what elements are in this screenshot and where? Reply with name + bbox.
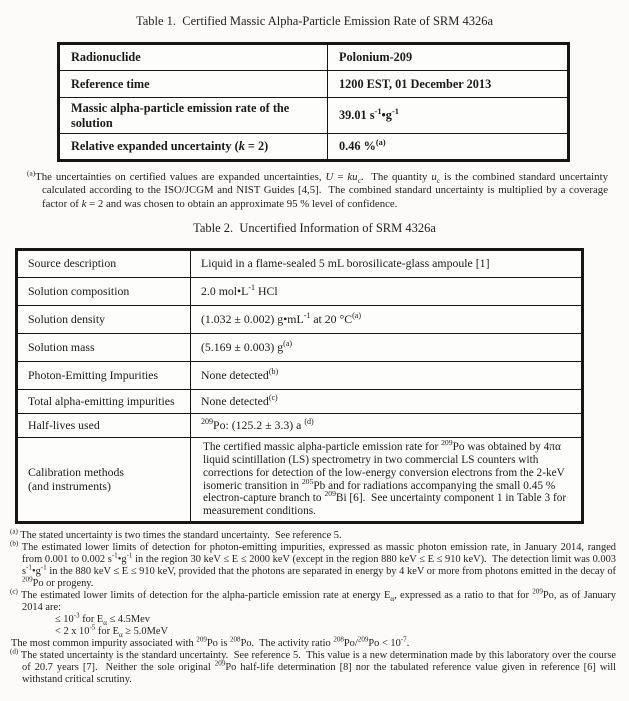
table2-label: Calibration methods (and instruments)	[17, 438, 191, 523]
table2-value: The certified massic alpha-particle emission rate for $^{209}$Po was obtained by 4πα liquid scintillation (LS) spectrometry in two commercial LS counters with corrections for detection of the low-energy conversion electrons from the 2-keV isomeric transition in $^{205}$Pb and for radiations accompanying the small 0.45 % electron-capture branch to $^{209}$Bi [6]. See uncertainty component 1 in Table 3 for measurement conditions.	[191, 438, 583, 523]
footnote-d	[10, 647, 617, 686]
table1-value: 39.01 $s^{-1}•g^{-1}$	[328, 98, 569, 134]
table1-caption: Table 1. Certified Massic Alpha-Particle Emission Rate of SRM 4326a	[135, 14, 494, 28]
table2-footnotes-section	[10, 527, 617, 686]
table2-value: $^{209}$Po: (125.2 ± 3.3) a $^{(d)}$	[191, 414, 583, 438]
table1-label: Reference time	[59, 71, 328, 98]
table1-value: Polonium-209	[328, 44, 569, 71]
table2-label: Solution density	[17, 306, 191, 334]
table2-caption: Table 2. Uncertified Information of SRM 4326a	[193, 221, 436, 236]
table2-row-source-description	[17, 250, 583, 278]
footnote-d-text: The stated uncertainty is the standard uncertainty. See reference 5. This value is a new determination made by this laboratory over the course of 20.7 years [7]. Neither the sole original $^{209}$Po half-life determination [8] nor the tabulated reference value given in reference [6] will withstand critical scrutiny.	[20, 650, 617, 685]
table1-label: Radionuclide	[59, 44, 328, 71]
footnote-c-limit-line-2: < 2 x $10^{-5}$ for $E_\alpha \ge 5.0MeV$	[55, 623, 168, 640]
table2-value: (5.169 ± 0.003) $g^{(a)}$	[191, 334, 583, 362]
table2-label: Total alpha-emitting impurities	[17, 390, 191, 414]
table2-row-photon-impurities	[17, 362, 583, 390]
table2	[15, 248, 584, 524]
table2-row-half-lives	[17, 414, 583, 438]
table2-row-solution-density	[17, 306, 583, 334]
footnote-a	[10, 527, 616, 542]
footnote-c-limit-line-1: ≤ $10^{-3}$ for $E_\alpha \le 4.5Mev$	[55, 611, 150, 628]
table2-label: Source description	[17, 250, 191, 278]
table2-value: None detected$^{(b)}$	[191, 362, 583, 390]
table1-row-radionuclide	[59, 44, 569, 71]
table2-label: Half-lives used	[17, 414, 191, 438]
table2-row-solution-composition	[17, 278, 583, 306]
footnote-c	[10, 587, 616, 614]
table1	[57, 42, 570, 162]
table1-value: 1200 EST, 01 December 2013	[328, 71, 569, 98]
table1-value: 0.46 %$^{(a)}$	[328, 134, 569, 161]
footnote-a-text: The stated uncertainty is two times the standard uncertainty. See reference 5.	[20, 530, 342, 541]
table2-value: None detected$^{(c)}$	[191, 390, 583, 414]
table1-label: Relative expanded uncertainty (k = 2)	[59, 134, 328, 161]
table2-label: Solution composition	[17, 278, 191, 306]
table2-label: Photon-Emitting Impurities	[17, 362, 191, 390]
footnote-marker: (b)	[10, 539, 19, 548]
table1-footnote	[27, 168, 608, 211]
table2-row-solution-mass	[17, 334, 583, 362]
footnote-c-continuation: The most common impurity associated with $^{209}$Po is $^{208}$Po. The activity ratio $^{208}Po/^{209}Po < 10^{-7}$.	[11, 635, 410, 649]
footnote-marker: (a)	[10, 527, 18, 536]
footnote-marker: (a)	[27, 168, 36, 178]
footnote-marker: (c)	[10, 587, 18, 596]
table1-footnote-text: The uncertainties on certified values are expanded uncertainties, $U = ku_c$. The quantity $u_c$ is the combined standard uncertainty calculated according to the ISO/JCGM and NIST Guides [4,5]. The combined standard uncertainty is multiplied by a coverage factor of k = 2 and was chosen to obtain an approximate 95 % level of confidence.	[35, 171, 608, 210]
footnote-c-text: The estimated lower limits of detection for the alpha-particle emission rate at energy $E_\alpha$, expressed as a ratio to that for $^{209}$Po, as of January 2014 are:	[20, 587, 616, 613]
table1-row-emission-rate	[59, 98, 569, 134]
table1-label: Massic alpha-particle emission rate of the solution	[59, 98, 328, 134]
table2-value: Liquid in a flame-sealed 5 mL borosilicate-glass ampoule [1]	[191, 250, 583, 278]
footnote-b-text: The estimated lower limits of detection for photon-emitting impurities, expressed as massic photon emission rate, in January 2014, ranged from 0.001 to 0.002 $s^{-1}•g^{-1}$ in the region 30 keV ≤ E ≤ 2000 keV (except in the region 880 keV ≤ E ≤ 910 keV). The detection limit was 0.003 $s^{-1}•g^{-1}$ in the 880 keV ≤ E ≤ 910 keV, provided that the photons are separated in energy by 4 keV or more from photons emitted in the decay of $^{209}$Po or progeny.	[21, 542, 616, 589]
table2-row-alpha-impurities	[17, 390, 583, 414]
footnote-marker: (d)	[10, 647, 19, 656]
table2-label: Solution mass	[17, 334, 191, 362]
table1-row-uncertainty	[59, 134, 569, 161]
footnote-b	[10, 539, 616, 590]
table2-value: (1.032 ± 0.002) $g•mL^{-1}$ at 20 $^\circ C^{(a)}$	[191, 306, 583, 334]
table1-row-reference-time	[59, 71, 569, 98]
table2-value: 2.0 $mol•L^{-1}$ HCl	[191, 278, 583, 306]
table2-row-calibration-methods	[17, 438, 583, 523]
